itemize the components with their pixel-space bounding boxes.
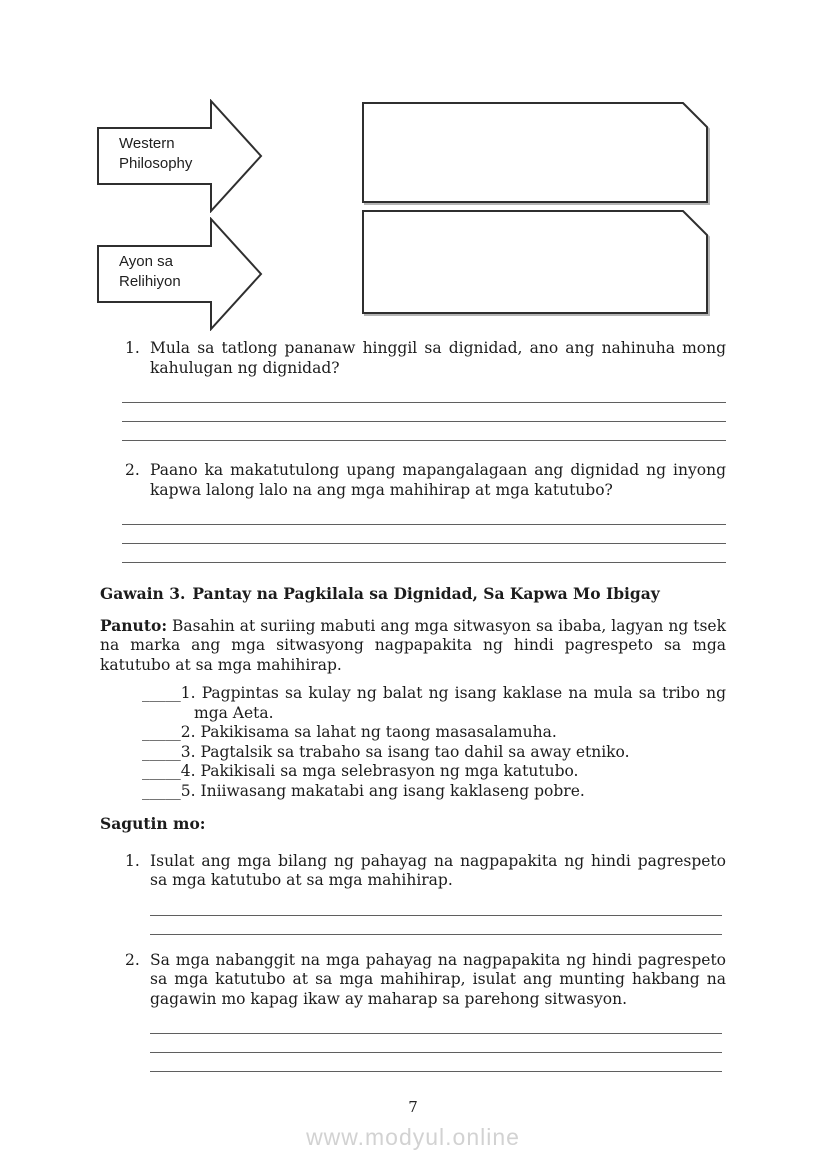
checklist-item-2: [100, 723, 726, 743]
question-text: Sa mga nabanggit na mga pahayag na nagpapakita ng hindi pagrespeto sa mga katutubo at sa mga mahihirap, isulat ang munting hakbang na gagawin mo kapag ikaw ay maharap sa parehong sitwasyon.: [150, 950, 726, 1008]
checklist-text: Iniiwasang makatabi ang isang kaklaseng pobre.: [200, 781, 585, 800]
answer-line: [150, 1019, 722, 1034]
situation-checklist: [100, 684, 726, 801]
checklist-text: Pagtalsik sa trabaho sa isang tao dahil sa away etniko.: [200, 742, 630, 761]
answer-line: [150, 1053, 722, 1072]
checklist-item-4: [100, 762, 726, 782]
question-number: 1.: [125, 851, 140, 870]
checklist-item-5: [100, 782, 726, 802]
checklist-text: Pakikisali sa mga selebrasyon ng mga katutubo.: [200, 762, 579, 780]
answer-line: [150, 1034, 722, 1053]
arrow-label-line: Ayon sa: [119, 253, 173, 270]
answer-line: [122, 403, 726, 422]
arrow-label-line: Relihiyon: [119, 273, 181, 290]
answer-line: [150, 916, 722, 935]
gawain-3-label: Gawain 3.: [100, 584, 186, 603]
answer-line: [122, 422, 726, 441]
question-number: 1.: [125, 339, 140, 357]
answer-lines-question-1: [122, 388, 726, 441]
watermark: www.modyul.online: [306, 1123, 520, 1150]
answer-box-western-philosophy: [362, 102, 708, 203]
dignity-perspectives-diagram: [0, 0, 826, 337]
answer-lines-sagutin-2: [150, 1019, 722, 1072]
answer-line: [122, 525, 726, 544]
answer-lines-sagutin-1: [150, 901, 722, 935]
checklist-blank-number: _____5.: [142, 781, 196, 800]
checklist-item-1: [100, 684, 726, 723]
question-1: [100, 339, 726, 378]
panuto-label: Panuto:: [100, 615, 168, 635]
question-text: Isulat ang mga bilang ng pahayag na nagpapakita ng hindi pagrespeto sa mga katutubo at sa mga mahihirap.: [150, 851, 726, 889]
checklist-text: Pakikisama sa lahat ng taong masasalamuha.: [200, 723, 557, 741]
checklist-blank-number: _____4.: [142, 762, 196, 780]
answer-line: [150, 901, 722, 916]
panuto-text: Basahin at suriing mabuti ang mga sitwasyon sa ibaba, lagyan ng tsek na marka ang mga sitwasyong nagpapakita ng hindi pagrespeto sa mga katutubo at sa mga mahihirap.: [100, 616, 726, 674]
checklist-blank-number: _____3.: [142, 742, 196, 761]
checklist-blank-number: _____1.: [142, 684, 196, 702]
answer-box-ayon-sa-relihiyon: [362, 210, 708, 314]
panuto-paragraph: [100, 616, 726, 676]
answer-line: [122, 388, 726, 403]
question-number: 2.: [125, 461, 140, 479]
arrow-label-line: Western: [119, 135, 175, 152]
checklist-blank-number: _____2.: [142, 723, 196, 741]
question-number: 2.: [125, 950, 140, 969]
arrow-label-ayon-sa-relihiyon: [119, 252, 181, 292]
answer-line: [122, 544, 726, 563]
page-number: 7: [408, 1097, 418, 1116]
checklist-text: Pagpintas sa kulay ng balat ng isang kaklase na mula sa tribo ng mga Aeta.: [194, 684, 726, 722]
answer-lines-question-2: [122, 510, 726, 563]
sagutin-item-2: [100, 951, 726, 1010]
question-text: Paano ka makatutulong upang mapangalagaan ang dignidad ng inyong kapwa lalong lalo na ang mga mahihirap at mga katutubo?: [150, 461, 726, 499]
question-text: Mula sa tatlong pananaw hinggil sa dignidad, ano ang nahinuha mong kahulugan ng dignidad?: [150, 339, 726, 377]
answer-line: [122, 510, 726, 525]
arrow-label-line: Philosophy: [119, 155, 193, 172]
question-2: [100, 461, 726, 500]
gawain-3-title: Pantay na Pagkilala sa Dignidad, Sa Kapwa Mo Ibigay: [192, 584, 660, 603]
sagutin-item-1: [100, 852, 726, 891]
gawain-3-heading: [100, 584, 726, 604]
arrow-label-western-philosophy: [119, 134, 192, 174]
sagutin-mo-heading: Sagutin mo:: [100, 814, 206, 833]
checklist-item-3: [100, 743, 726, 763]
